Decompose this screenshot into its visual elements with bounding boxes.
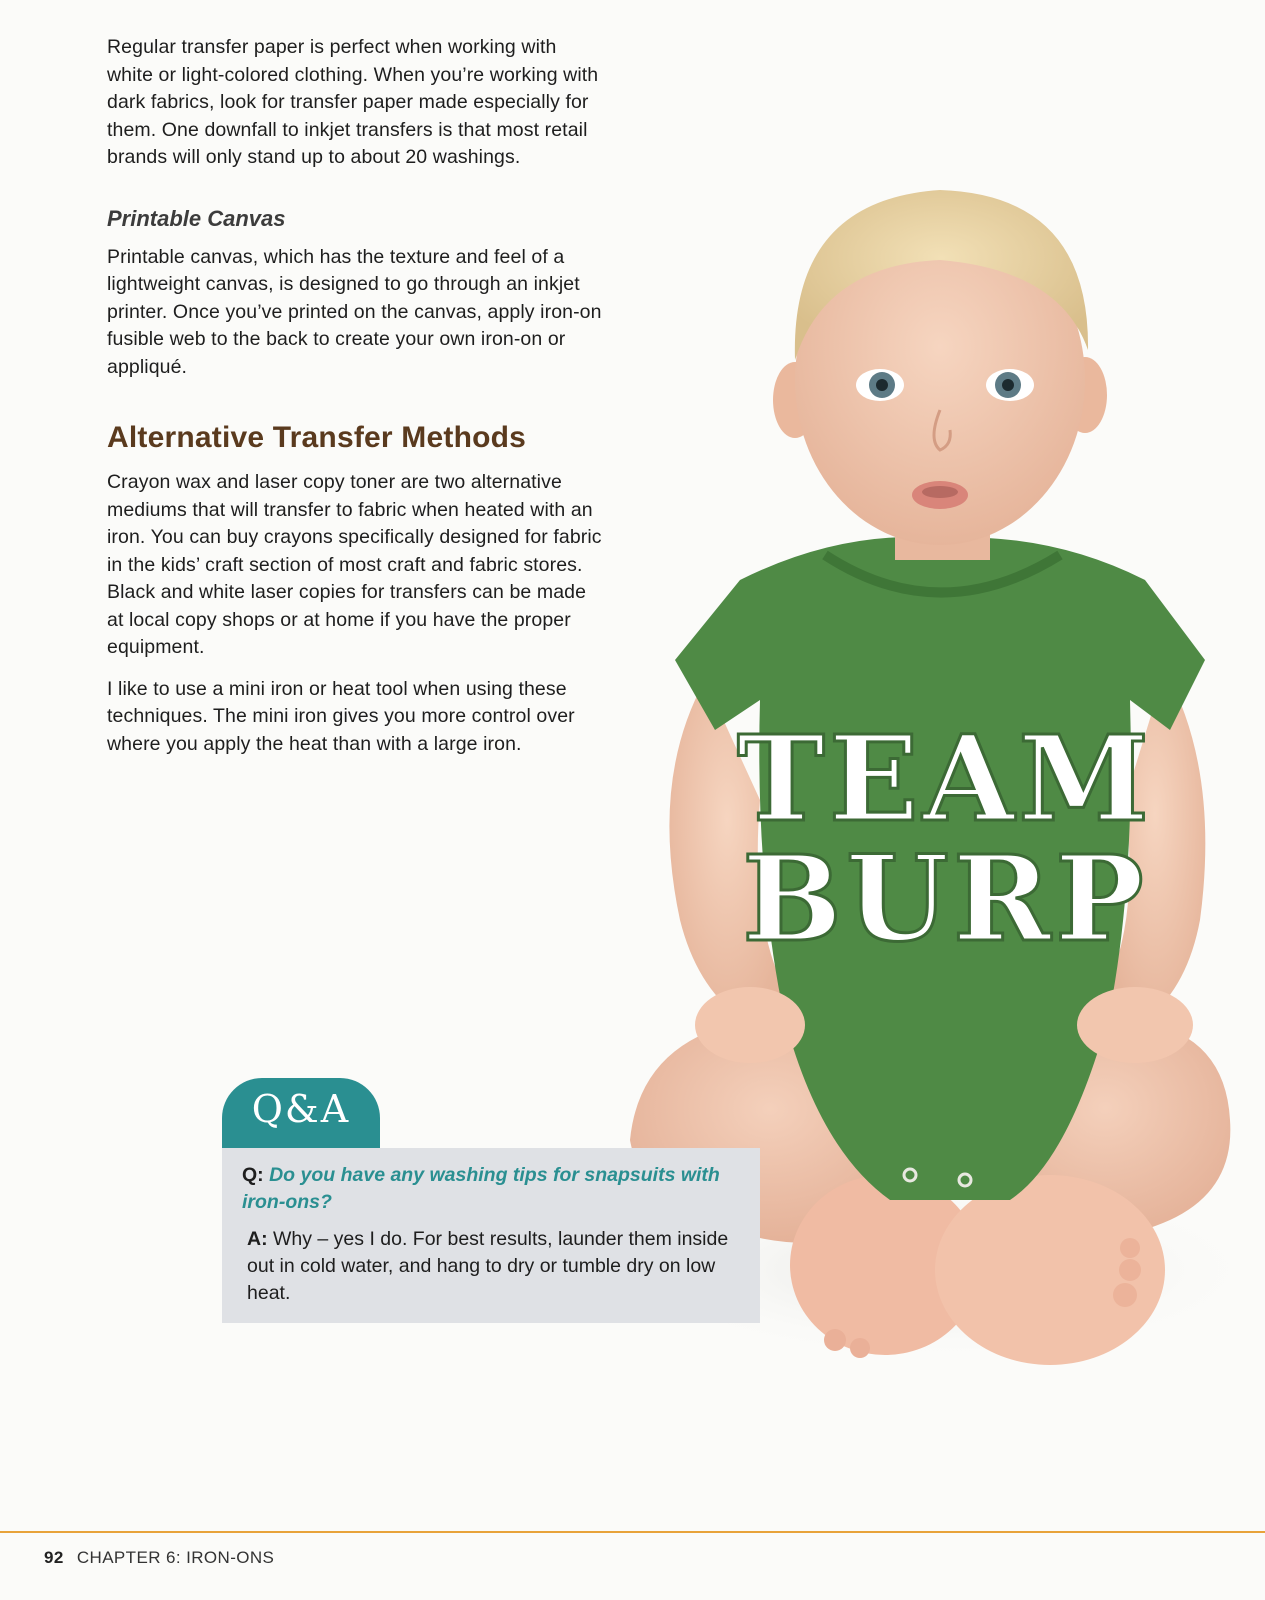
qa-question (242, 1162, 740, 1216)
answer-prefix: A: (247, 1228, 268, 1250)
footer-rule (0, 1531, 1265, 1533)
qa-tab: Q&A (222, 1078, 380, 1148)
answer-text: Why – yes I do. For best results, launder them inside out in cold water, and hang to dry or tumble dry on low heat. (247, 1228, 729, 1304)
question-prefix: Q: (242, 1164, 264, 1186)
alternative-methods-heading: Alternative Transfer Methods (107, 421, 527, 454)
page-number: 92 (44, 1548, 64, 1567)
alternative-methods-paragraph-2: I like to use a mini iron or heat tool when using these techniques. The mini iron gives you more control over where you apply the heat than with a large iron. (107, 677, 575, 755)
page-footer (44, 1548, 274, 1568)
alternative-methods-paragraph-1: Crayon wax and laser copy toner are two alternative mediums that will transfer to fabric when heated with an iron. You can buy crayons specifically designed for fabric in the kids’ craft section of most craft and fabric stores. Black and white laser copies for transfers can be made at local copy shops or at home if you have the proper equipment. (107, 471, 602, 658)
qa-box (222, 1148, 760, 1323)
intro-paragraph: Regular transfer paper is perfect when working with white or light-colored clothing. When you’re working with dark fabrics, look for transfer paper made especially for them. One downfall to inkjet transfers is that most retail brands will only stand up to about 20 washings. (107, 36, 599, 168)
shirt-text-line1: TEAM (737, 709, 1153, 848)
shirt-text-line2: BURP (742, 829, 1148, 968)
printable-canvas-heading: Printable Canvas (107, 205, 286, 231)
qa-answer (242, 1226, 740, 1307)
printable-canvas-paragraph: Printable canvas, which has the texture and feel of a lightweight canvas, is designed to go through an inkjet printer. Once you’ve printed on the canvas, apply iron-on fusible web to the back to create your own iron-on or appliqué. (107, 245, 602, 378)
question-text: Do you have any washing tips for snapsuits with iron-ons? (242, 1164, 720, 1213)
main-text-column (107, 34, 607, 772)
chapter-label: CHAPTER 6: IRON-ONS (76, 1548, 275, 1567)
